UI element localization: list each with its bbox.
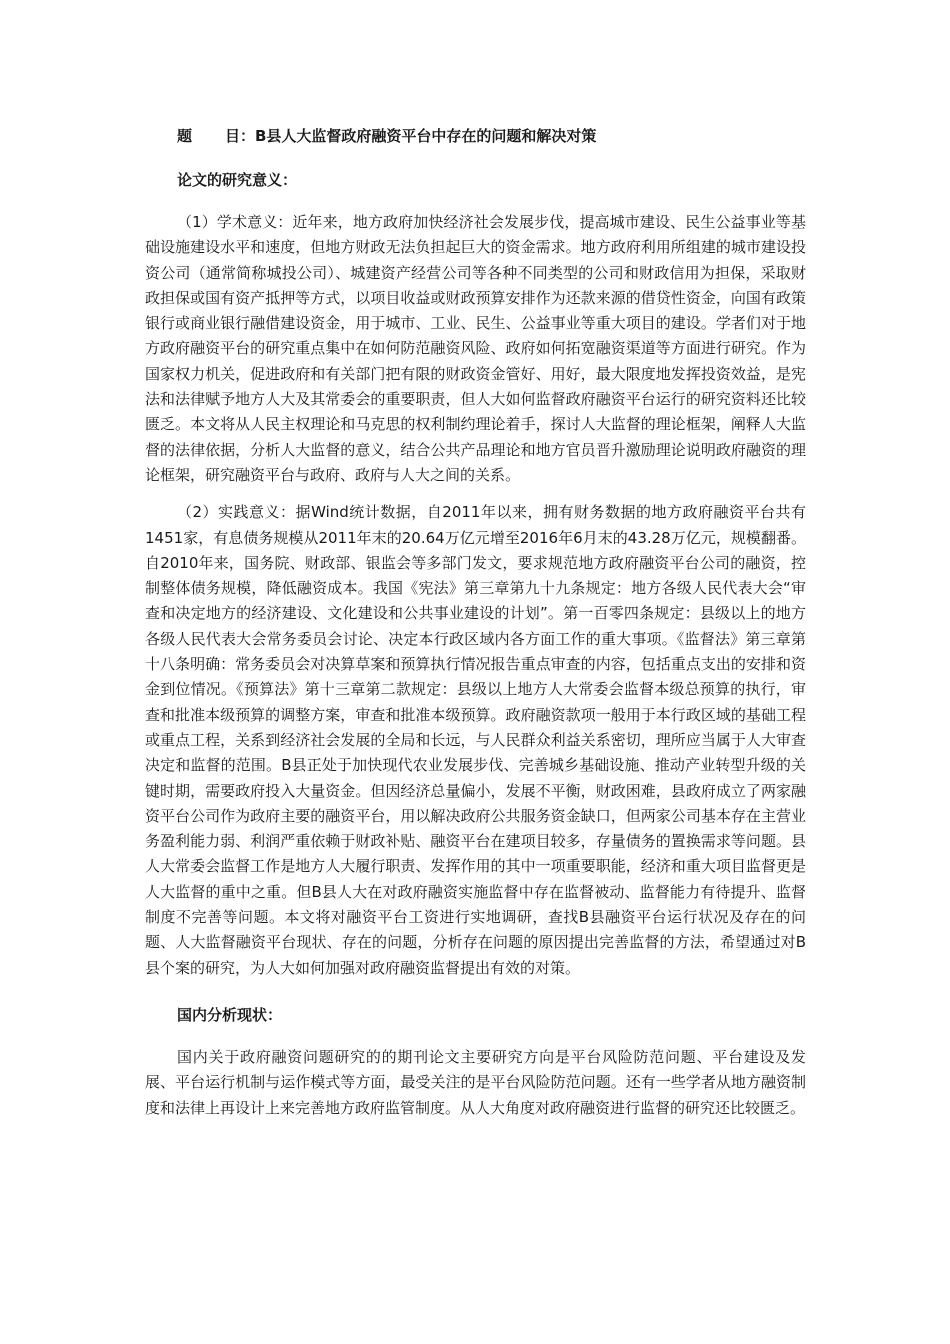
title-text: B县人大监督政府融资平台中存在的问题和解决对策	[255, 127, 597, 145]
section-heading-domestic-status: 国内分析现状：	[177, 1005, 283, 1024]
title-label-part-b: 目：	[225, 127, 256, 145]
document-title	[145, 124, 806, 148]
section-heading-research-significance: 论文的研究意义：	[177, 171, 298, 189]
paragraph-academic-significance: （1）学术意义：近年来，地方政府加快经济社会发展步伐，提高城市建设、民生公益事业等基础设施建设水平和速度，但地方财政无法负担起巨大的资金需求。地方政府利用所组建的城市建设投资公司（通常简称城投公司）、城建资产经营公司等各种不同类型的公司和财政信用为担保，采取财政担保或国有资产抵押等方式，以项目收益或财政预算安排作为还款来源的借贷性资金，向国有政策银行或商业银行融借建设资金，用于城市、工业、民生、公益事业等重大项目的建设。学者们对于地方政府融资平台的研究重点集中在如何防范融资风险、政府如何拓宽融资渠道等方面进行研究。作为国家权力机关，促进政府和有关部门把有限的财政资金管好、用好，最大限度地发挥投资效益，是宪法和法律赋予地方人大及其常委会的重要职责，但人大如何监督政府融资平台运行的研究资料还比较匮乏。本文将从人民主权理论和马克思的权利制约理论着手，探讨人大监督的理论框架，阐释人大监督的法律依据，分析人大监督的意义，结合公共产品理论和地方官员晋升激励理论说明政府融资的理论框架，研究融资平台与政府、政府与人大之间的关系。	[145, 213, 806, 484]
document-body	[145, 124, 806, 1133]
title-label	[177, 124, 255, 148]
paragraph-practical-significance: （2）实践意义：据Wind统计数据，自2011年以来，拥有财务数据的地方政府融资平台共有1451家，有息债务规模从2011年末的20.64万亿元增至2016年6月末的43.28万亿元，规模翻番。自2010年来，国务院、财政部、银监会等多部门发文，要求规范地方政府融资平台公司的融资，控制整体债务规模，降低融资成本。我国《宪法》第三章第九十九条规定：地方各级人民代表大会“审查和决定地方的经济建设、文化建设和公共事业建设的计划”。第一百零四条规定：县级以上的地方各级人民代表大会常务委员会讨论、决定本行政区域内各方面工作的重大事项。《监督法》第三章第十八条明确：常务委员会对决算草案和预算执行情况报告重点审查的内容，包括重点支出的安排和资金到位情况。《预算法》第十三章第二款规定：县级以上地方人大常委会监督本级总预算的执行，审查和批准本级预算的调整方案，审查和批准本级预算。政府融资款项一般用于本行政区域的基础工程或重点工程，关系到经济社会发展的全局和长远，与人民群众利益关系密切，理所应当属于人大审查决定和监督的范围。B县正处于加快现代农业发展步伐、完善城乡基础设施、推动产业转型升级的关键时期，需要政府投入大量资金。但因经济总量偏小，发展不平衡，财政困难，县政府成立了两家融资平台公司作为政府主要的融资平台，用以解决政府公共服务资金缺口，但两家公司基本存在主营业务盈利能力弱、利润严重依赖于财政补贴、融资平台在建项目较多，存量债务的置换需求等问题。县人大常委会监督工作是地方人大履行职责、发挥作用的其中一项重要职能，经济和重大项目监督更是人大监督的重中之重。但B县人大在对政府融资实施监督中存在监督被动、监督能力有待提升、监督制度不完善等问题。本文将对融资平台工资进行实地调研，查找B县融资平台运行状况及存在的问题、人大监督融资平台现状、存在的问题，分析存在问题的原因提出完善监督的方法，希望通过对B县个案的研究，为人大如何加强对政府融资监督提出有效的对策。	[145, 503, 806, 977]
title-label-part-a: 题	[177, 127, 193, 145]
paragraph-domestic-status: 国内关于政府融资问题研究的的期刊论文主要研究方向是平台风险防范问题、平台建设及发展、平台运行机制与运作模式等方面，最受关注的是平台风险防范问题。还有一些学者从地方融资制度和法律上再设计上来完善地方政府监管制度。从人大角度对政府融资进行监督的研究还比较匮乏。	[145, 1047, 806, 1117]
